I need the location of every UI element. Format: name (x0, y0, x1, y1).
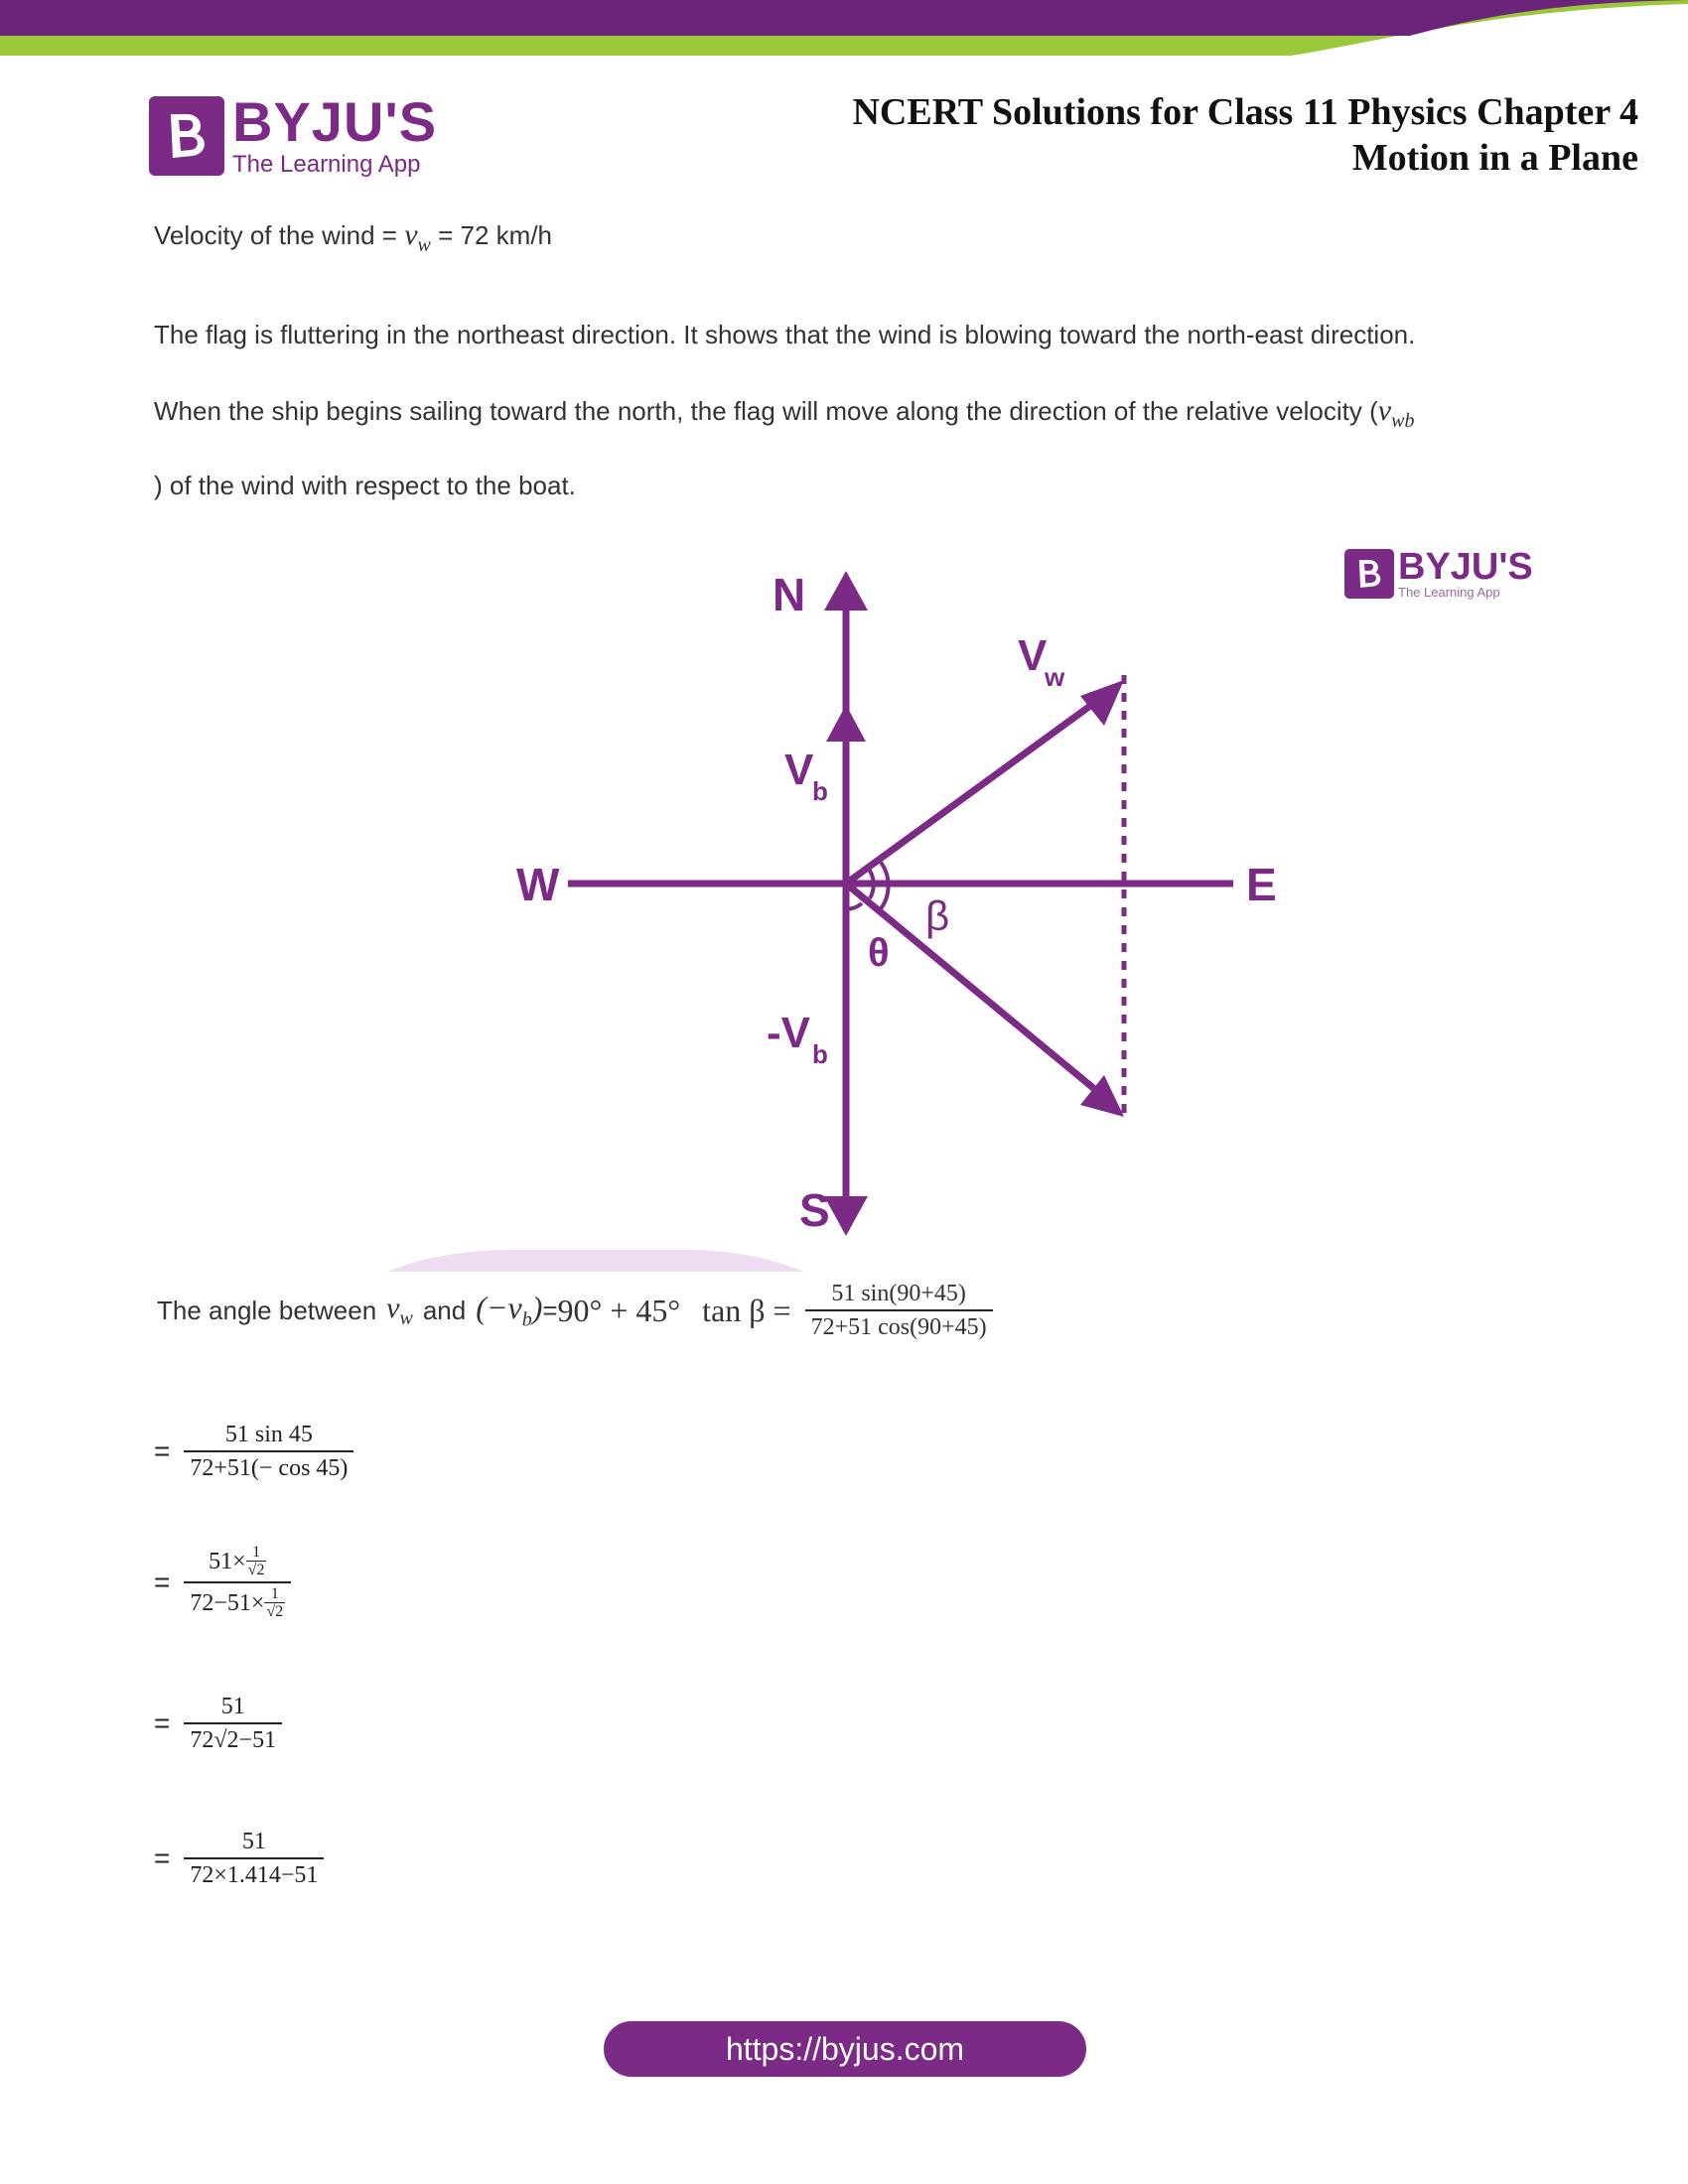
step-2: = 51× $\frac{1}{√2}$ 72−51× $\frac{1}{√2}$ (154, 1545, 291, 1620)
logo-name: BYJU'S (232, 90, 438, 153)
tan-beta-fraction: $\frac{51 \sin(90+45)}{72+51 \cos(90+45)}$ (805, 1281, 993, 1340)
faint-watermark-arc (387, 1246, 804, 1272)
step-4: = $\frac{51}{72\times 1.414-51}$ (154, 1829, 324, 1888)
neg-vb-label: -V (767, 1009, 810, 1057)
byjus-logo (149, 90, 438, 178)
vb-sub-label: b (812, 776, 828, 806)
title-line-1: NCERT Solutions for Class 11 Physics Chapter 4 (852, 91, 1638, 133)
east-label: E (1246, 859, 1277, 910)
south-arrowhead (824, 1196, 868, 1236)
top-banner (0, 0, 1688, 60)
paragraph-flag-direction: The flag is fluttering in the northeast direction. It shows that the wind is blowing toward the north-east direction. (154, 320, 1416, 349)
footer-url-link[interactable]: https://byjus.com (604, 2021, 1086, 2077)
watermark-b-icon (1344, 549, 1394, 599)
angle-sum: 90° + 45° (557, 1292, 681, 1328)
beta-label: β (925, 892, 950, 939)
vw-sub-label: w (1045, 662, 1065, 692)
vw-vector (846, 690, 1112, 884)
angle-equation-line: The angle between $v_w$ and $(-v_b)$ = 90° + 45° tan β = $\frac{51 \sin(90+45)}{72+51 \cos(90+45)}$ (157, 1281, 993, 1340)
vw-label: V (1018, 631, 1048, 680)
velocity-vector-diagram (496, 551, 1291, 1276)
watermark-tagline: The Learning App (1398, 585, 1500, 600)
theta-label: θ (868, 931, 890, 975)
title-line-2: Motion in a Plane (1351, 137, 1638, 179)
paragraph-wrt-boat: ) of the wind with respect to the boat. (154, 471, 576, 500)
vw-arrowhead (1080, 680, 1124, 726)
vwb-vector (846, 884, 1110, 1102)
tan-beta: tan β = (702, 1292, 791, 1328)
step-1: = $\frac{51 \sin 45}{72+51(- \cos 45)}$ (154, 1422, 353, 1481)
vb-label: V (784, 746, 814, 794)
north-label: N (773, 569, 806, 620)
south-label: S (799, 1184, 830, 1236)
wind-velocity-line: Velocity of the wind = $v_w = 72$ km/h (154, 218, 553, 256)
step-3: = $\frac{51}{72√2-51}$ (154, 1694, 282, 1753)
page-title (852, 89, 1638, 181)
west-label: W (516, 859, 560, 910)
logo-tagline: The Learning App (232, 151, 421, 178)
paragraph-relative-velocity: When the ship begins sailing toward the north, the flag will move along the direction of the relative velocity ($v_{wb}$ (154, 394, 1415, 432)
watermark-name: BYJU'S (1398, 546, 1533, 588)
vb-arrowhead (826, 705, 866, 742)
logo-b-icon (149, 96, 224, 176)
neg-vb-sub-label: b (812, 1039, 828, 1069)
watermark-logo (1344, 548, 1533, 600)
north-arrowhead (824, 571, 868, 611)
